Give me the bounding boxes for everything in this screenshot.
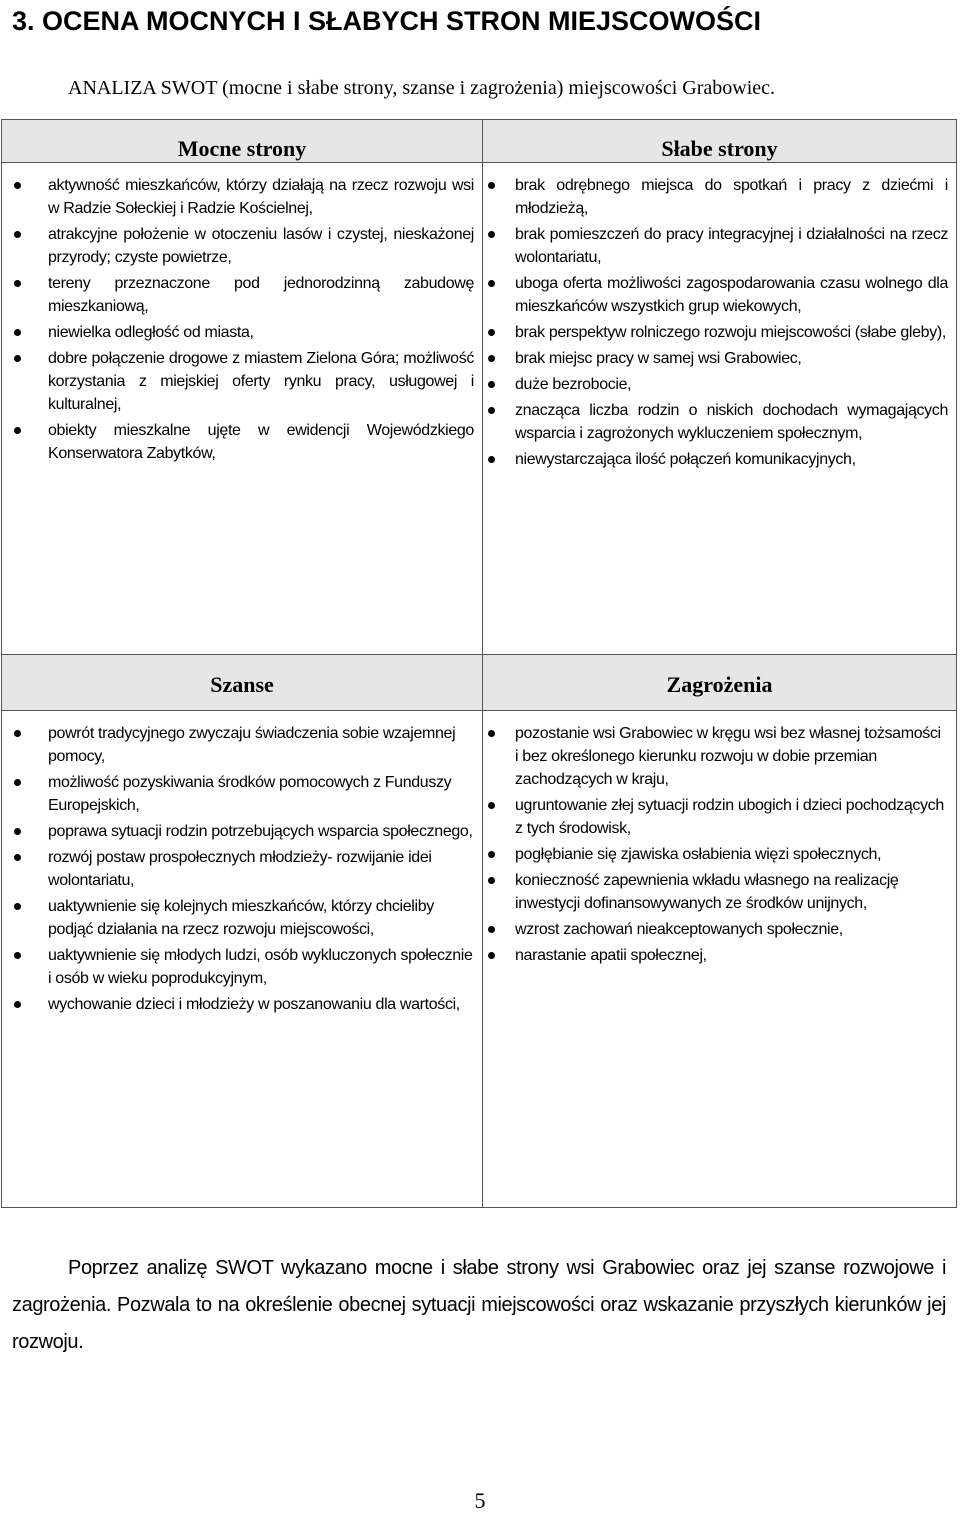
list-item: brak pomieszczeń do pracy integracyjnej i działalności na rzecz wolontariatu,	[483, 223, 948, 269]
opportunities-cell	[2, 711, 483, 1208]
list-item: poprawa sytuacji rodzin potrzebujących wsparcia społecznego,	[2, 820, 474, 843]
strengths-list	[2, 174, 474, 465]
list-item: tereny przeznaczone pod jednorodzinną zabudowę mieszkaniową,	[2, 272, 474, 318]
list-item: atrakcyjne położenie w otoczeniu lasów i czystej, nieskażonej przyrody; czyste powietrze,	[2, 223, 474, 269]
list-item: brak odrębnego miejsca do spotkań i pracy z dziećmi i młodzieżą,	[483, 174, 948, 220]
list-item: brak miejsc pracy w samej wsi Grabowiec,	[483, 347, 948, 370]
threats-header: Zagrożenia	[483, 655, 957, 711]
weaknesses-cell	[483, 163, 957, 655]
list-item: wzrost zachowań nieakceptowanych społecznie,	[483, 918, 948, 941]
weaknesses-list	[483, 174, 948, 471]
list-item: uboga oferta możliwości zagospodarowania czasu wolnego dla mieszkańców wszystkich grup wiekowych,	[483, 272, 948, 318]
list-item: pogłębianie się zjawiska osłabienia więzi społecznych,	[483, 843, 948, 866]
list-item: duże bezrobocie,	[483, 373, 948, 396]
opportunities-list	[2, 722, 474, 1016]
list-item: wychowanie dzieci i młodzieży w poszanowaniu dla wartości,	[2, 993, 474, 1016]
opportunities-header: Szanse	[2, 655, 483, 711]
list-item: brak perspektyw rolniczego rozwoju miejscowości (słabe gleby),	[483, 321, 948, 344]
list-item: ugruntowanie złej sytuacji rodzin ubogich i dzieci pochodzących z tych środowisk,	[483, 794, 948, 840]
list-item: uaktywnienie się kolejnych mieszkańców, którzy chcieliby podjąć działania na rzecz rozwoju miejscowości,	[2, 895, 474, 941]
list-item: aktywność mieszkańców, którzy działają na rzecz rozwoju wsi w Radzie Sołeckiej i Radzie Kościelnej,	[2, 174, 474, 220]
list-item: rozwój postaw prospołecznych młodzieży- rozwijanie idei wolontariatu,	[2, 846, 474, 892]
list-item: dobre połączenie drogowe z miastem Zielona Góra; możliwość korzystania z miejskiej oferty rynku pracy, usługowej i kulturalnej,	[2, 347, 474, 416]
threats-cell	[483, 711, 957, 1208]
page-number: 5	[474, 1488, 486, 1513]
list-item: powrót tradycyjnego zwyczaju świadczenia sobie wzajemnej pomocy,	[2, 722, 474, 768]
summary-paragraph: Poprzez analizę SWOT wykazano mocne i słabe strony wsi Grabowiec oraz jej szanse rozwojowe i zagrożenia. Pozwala to na określenie obecnej sytuacji miejscowości oraz wskazanie przyszłych kierunków jej rozwoju.	[12, 1257, 946, 1353]
swot-header-row-top	[2, 120, 957, 163]
threats-list	[483, 722, 948, 967]
swot-body-row-top	[2, 163, 957, 655]
strengths-cell	[2, 163, 483, 655]
swot-subtitle: ANALIZA SWOT (mocne i słabe strony, szanse i zagrożenia) miejscowości Grabowiec.	[68, 77, 776, 99]
list-item: pozostanie wsi Grabowiec w kręgu wsi bez własnej tożsamości i bez określonego kierunku rozwoju w dobie przemian zachodzących w kraju,	[483, 722, 948, 791]
list-item: narastanie apatii społecznej,	[483, 944, 948, 967]
list-item: niewielka odległość od miasta,	[2, 321, 474, 344]
strengths-header: Mocne strony	[2, 120, 483, 163]
list-item: konieczność zapewnienia wkładu własnego na realizację inwestycji dofinansowywanych ze środków unijnych,	[483, 869, 948, 915]
list-item: niewystarczająca ilość połączeń komunikacyjnych,	[483, 448, 948, 471]
section-heading: 3. OCENA MOCNYCH I SŁABYCH STRON MIEJSCOWOŚCI	[12, 6, 762, 36]
list-item: znacząca liczba rodzin o niskich dochodach wymagających wsparcia i zagrożonych wykluczeniem społecznym,	[483, 399, 948, 445]
swot-body-row-bottom	[2, 711, 957, 1208]
weaknesses-header: Słabe strony	[483, 120, 957, 163]
list-item: uaktywnienie się młodych ludzi, osób wykluczonych społecznie i osób w wieku poprodukcyjnym,	[2, 944, 474, 990]
swot-table	[1, 119, 957, 1208]
swot-header-row-bottom	[2, 655, 957, 711]
list-item: możliwość pozyskiwania środków pomocowych z Funduszy Europejskich,	[2, 771, 474, 817]
list-item: obiekty mieszkalne ujęte w ewidencji Wojewódzkiego Konserwatora Zabytków,	[2, 419, 474, 465]
